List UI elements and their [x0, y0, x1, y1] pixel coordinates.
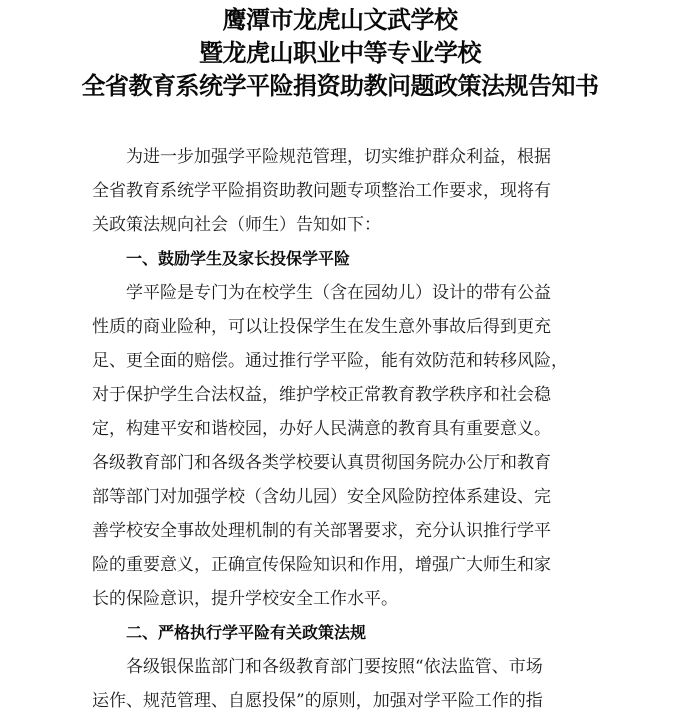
intro-line: 为进一步加强学平险规范管理，切实维护群众利益，根据	[126, 147, 551, 167]
school-name-title: 鹰潭市龙虎山文武学校	[222, 6, 458, 34]
section-1-line: 长的保险意识，提升学校安全工作水平。	[92, 589, 398, 609]
section-1-line: 性质的商业险种，可以让投保学生在发生意外事故后得到更充	[92, 317, 551, 337]
document-title-block	[0, 4, 680, 103]
section-1-line: 善学校安全事故处理机制的有关部署要求，充分认识推行学平	[92, 521, 551, 541]
section-1-line: 各级教育部门和各级各类学校要认真贯彻国务院办公厅和教育	[92, 453, 551, 473]
section-1-line: 险的重要意义，正确宣传保险知识和作用，增强广大师生和家	[92, 555, 551, 575]
section-2-heading: 二、严格执行学平险有关政策法规	[126, 623, 367, 642]
section-1-line: 对于保护学生合法权益，维护学校正常教育教学秩序和社会稳	[92, 385, 551, 405]
intro-line: 全省教育系统学平险捐资助教问题专项整治工作要求，现将有	[92, 181, 551, 201]
section-1-line: 定，构建平安和谐校园，办好人民满意的教育具有重要意义。	[92, 419, 551, 439]
section-1-line: 足、更全面的赔偿。通过推行学平险，能有效防范和转移风险，	[92, 351, 568, 371]
section-2-line: 各级银保监部门和各级教育部门要按照“依法监管、市场	[126, 657, 543, 677]
document-body	[92, 140, 602, 718]
school-alt-name-title: 暨龙虎山职业中等专业学校	[199, 39, 481, 67]
section-2-line: 运作、规范管理、自愿投保”的原则，加强对学平险工作的指	[92, 691, 543, 711]
section-1-heading: 一、鼓励学生及家长投保学平险	[126, 249, 351, 268]
intro-line: 关政策法规向社会（师生）告知如下：	[92, 215, 381, 235]
section-1-line: 部等部门对加强学校（含幼儿园）安全风险防控体系建设、完	[92, 487, 551, 507]
section-1-line: 学平险是专门为在校学生（含在园幼儿）设计的带有公益	[126, 283, 551, 303]
notice-title: 全省教育系统学平险捐资助教问题政策法规告知书	[81, 72, 599, 100]
